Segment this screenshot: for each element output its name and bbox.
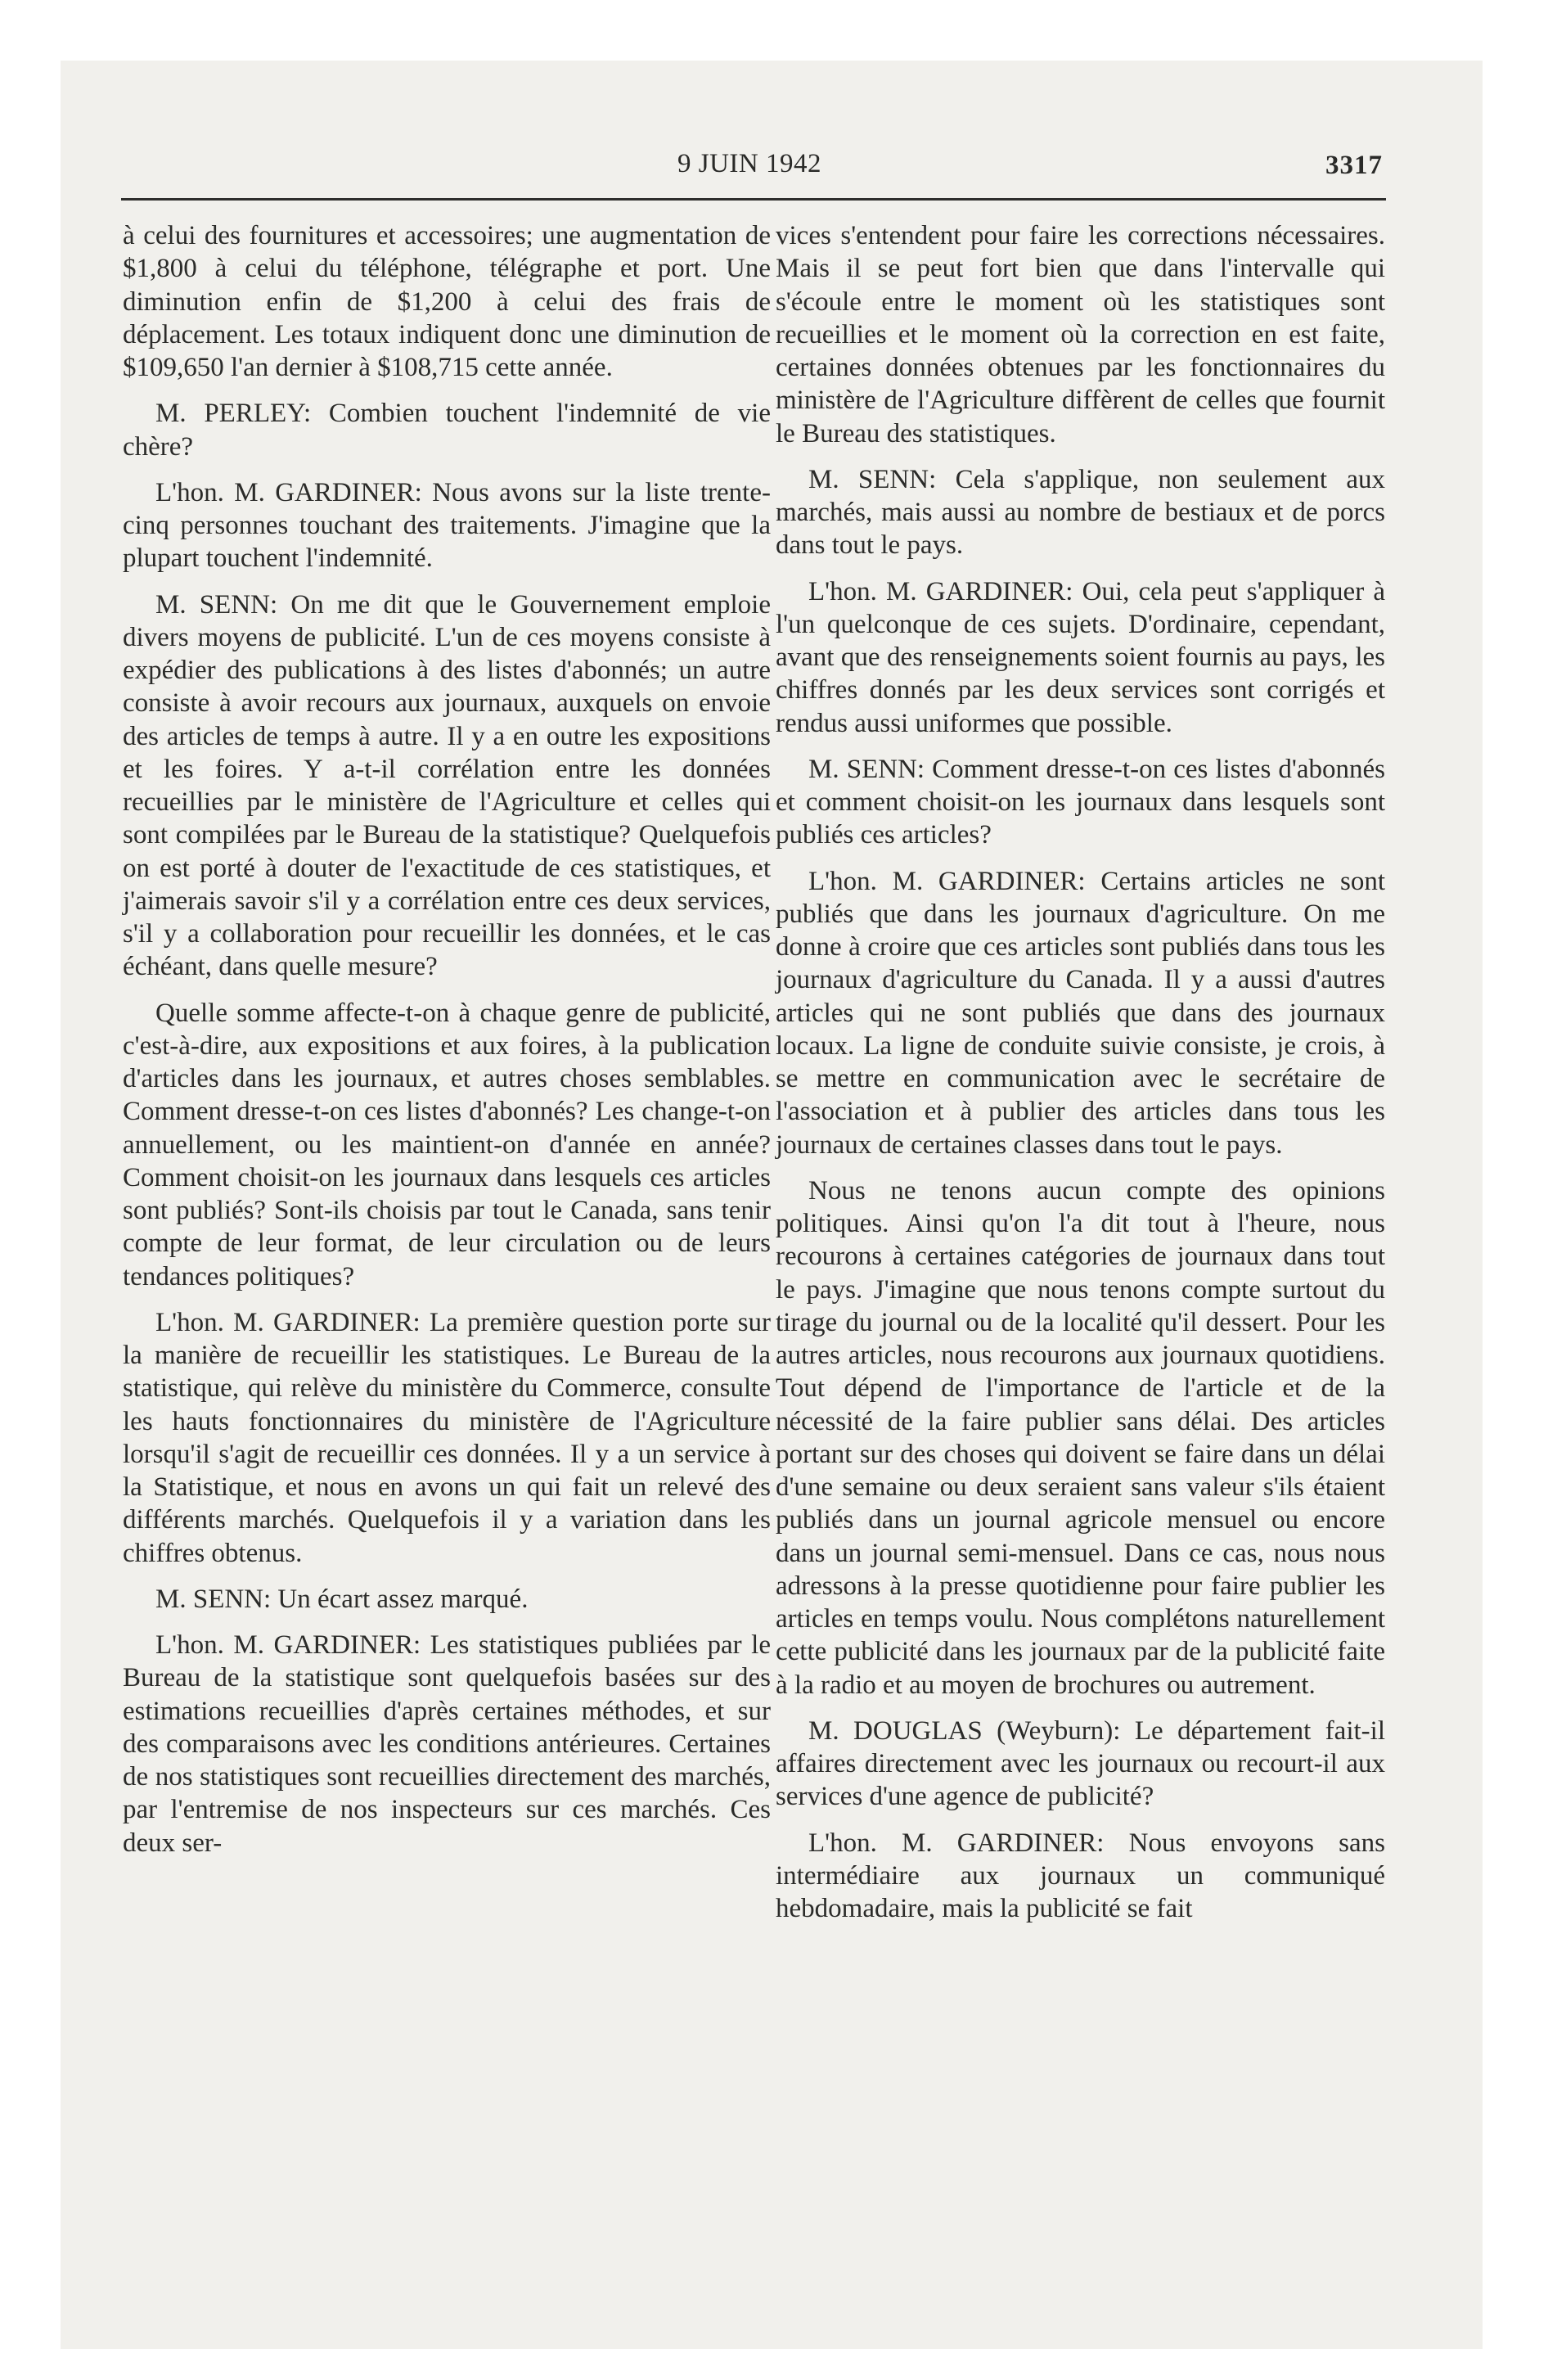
header-rule	[121, 198, 1386, 201]
page-number: 3317	[1325, 151, 1383, 180]
paragraph: M. DOUGLAS (Weyburn): Le département fait-il affaires directement avec les journaux ou recourt-il aux services d'une agence de publicité?	[776, 1715, 1385, 1812]
paragraph: L'hon. M. GARDINER: La première question porte sur la manière de recueillir les statistiques. Le Bureau de la statistique, qui relève du ministère du Commerce, consulte les hauts fonctionnaires du ministère de l'Agriculture lorsqu'il s'agit de recueillir ces données. Il y a un service à la Statistique, et nous en avons un qui fait un relevé des différents marchés. Quelquefois il y a variation dans les chiffres obtenus.	[123, 1307, 771, 1568]
paragraph: L'hon. M. GARDINER: Certains articles ne sont publiés que dans les journaux d'agriculture. On me donne à croire que ces articles sont publiés dans tous les journaux d'agriculture du Canada. Il y a aussi d'autres articles qui ne sont publiés que dans des journaux locaux. La ligne de conduite suivie consiste, je crois, à se mettre en communication avec le secrétaire de l'association et à publier des articles dans tous les journaux de certaines classes dans tout le pays.	[776, 866, 1385, 1160]
page-header	[92, 141, 1383, 182]
paragraph: à celui des fournitures et accessoires; une augmentation de $1,800 à celui du téléphone, télégraphe et port. Une diminution enfin de $1,200 à celui des frais de déplacement. Les totaux indiquent donc une diminution de $109,650 l'an dernier à $108,715 cette année.	[123, 221, 771, 382]
left-column	[123, 219, 771, 1873]
paragraph: M. SENN: Cela s'applique, non seulement aux marchés, mais aussi au nombre de bestiaux et de porcs dans tout le pays.	[776, 464, 1385, 561]
paragraph: L'hon. M. GARDINER: Nous envoyons sans intermédiaire aux journaux un communiqué hebdomadaire, mais la publicité se fait	[776, 1828, 1385, 1923]
paragraph: M. SENN: Comment dresse-t-on ces listes d'abonnés et comment choisit-on les journaux dans lesquels sont publiés ces articles?	[776, 754, 1385, 850]
right-column	[776, 219, 1385, 1938]
paragraph: L'hon. M. GARDINER: Les statistiques publiées par le Bureau de la statistique sont quelquefois basées sur des estimations recueillies d'après certaines méthodes, et sur des comparaisons avec les conditions antérieures. Certaines de nos statistiques sont recueillies directement des marchés, par l'entremise de nos inspecteurs sur ces marchés. Ces deux ser-	[123, 1630, 771, 1858]
paragraph: Nous ne tenons aucun compte des opinions politiques. Ainsi qu'on l'a dit tout à l'heure, nous recourons à certaines catégories de journaux dans tout le pays. J'imagine que nous tenons compte surtout du tirage du journal ou de la localité qu'il dessert. Pour les autres articles, nous recourons aux journaux quotidiens. Tout dépend de l'importance de l'article et de la nécessité de la faire publier sans délai. Des articles portant sur des choses qui doivent se faire dans un délai d'une semaine ou deux seraient sans valeur s'ils étaient publiés dans un journal agricole mensuel ou encore dans un journal semi-mensuel. Dans ce cas, nous nous adressons à la presse quotidienne pour faire publier les articles en temps voulu. Nous complétons naturellement cette publicité dans les journaux par de la publicité faite à la radio et au moyen de brochures ou autrement.	[776, 1175, 1385, 1700]
paragraph: vices s'entendent pour faire les corrections nécessaires. Mais il se peut fort bien que dans l'intervalle qui s'écoule entre le moment où les statistiques sont recueillies et le moment où la correction en est faite, certaines données obtenues par les fonctionnaires du ministère de l'Agriculture diffèrent de celles que fournit le Bureau des statistiques.	[776, 221, 1385, 449]
paragraph: M. SENN: On me dit que le Gouvernement emploie divers moyens de publicité. L'un de ces moyens consiste à expédier des publications à des listes d'abonnés; un autre consiste à avoir recours aux journaux, auxquels on envoie des articles de temps à autre. Il y a en outre les expositions et les foires. Y a-t-il corrélation entre les données recueillies par le ministère de l'Agriculture et celles qui sont compilées par le Bureau de la statistique? Quelquefois on est porté à douter de l'exactitude de ces statistiques, et j'aimerais savoir s'il y a corrélation entre ces deux services, s'il y a collaboration pour recueillir les données, et le cas échéant, dans quelle mesure?	[123, 589, 771, 982]
paragraph: L'hon. M. GARDINER: Nous avons sur la liste trente-cinq personnes touchant des traitements. J'imagine que la plupart touchent l'indemnité.	[123, 477, 771, 574]
paragraph: Quelle somme affecte-t-on à chaque genre de publicité, c'est-à-dire, aux expositions et aux foires, à la publication d'articles dans les journaux, et autres choses semblables. Comment dresse-t-on ces listes d'abonnés? Les change-t-on annuellement, ou les maintient-on d'année en année? Comment choisit-on les journaux dans lesquels ces articles sont publiés? Sont-ils choisis par tout le Canada, sans tenir compte de leur format, de leur circulation ou de leurs tendances politiques?	[123, 998, 771, 1291]
paragraph: M. PERLEY: Combien touchent l'indemnité de vie chère?	[123, 399, 771, 462]
header-date: 9 JUIN 1942	[677, 149, 821, 178]
paragraph: L'hon. M. GARDINER: Oui, cela peut s'appliquer à l'un quelconque de ces sujets. D'ordinaire, cependant, avant que des renseignements soient fournis au pays, les chiffres donnés par les deux services sont corrigés et rendus aussi uniformes que possible.	[776, 576, 1385, 738]
paragraph: M. SENN: Un écart assez marqué.	[155, 1584, 529, 1614]
